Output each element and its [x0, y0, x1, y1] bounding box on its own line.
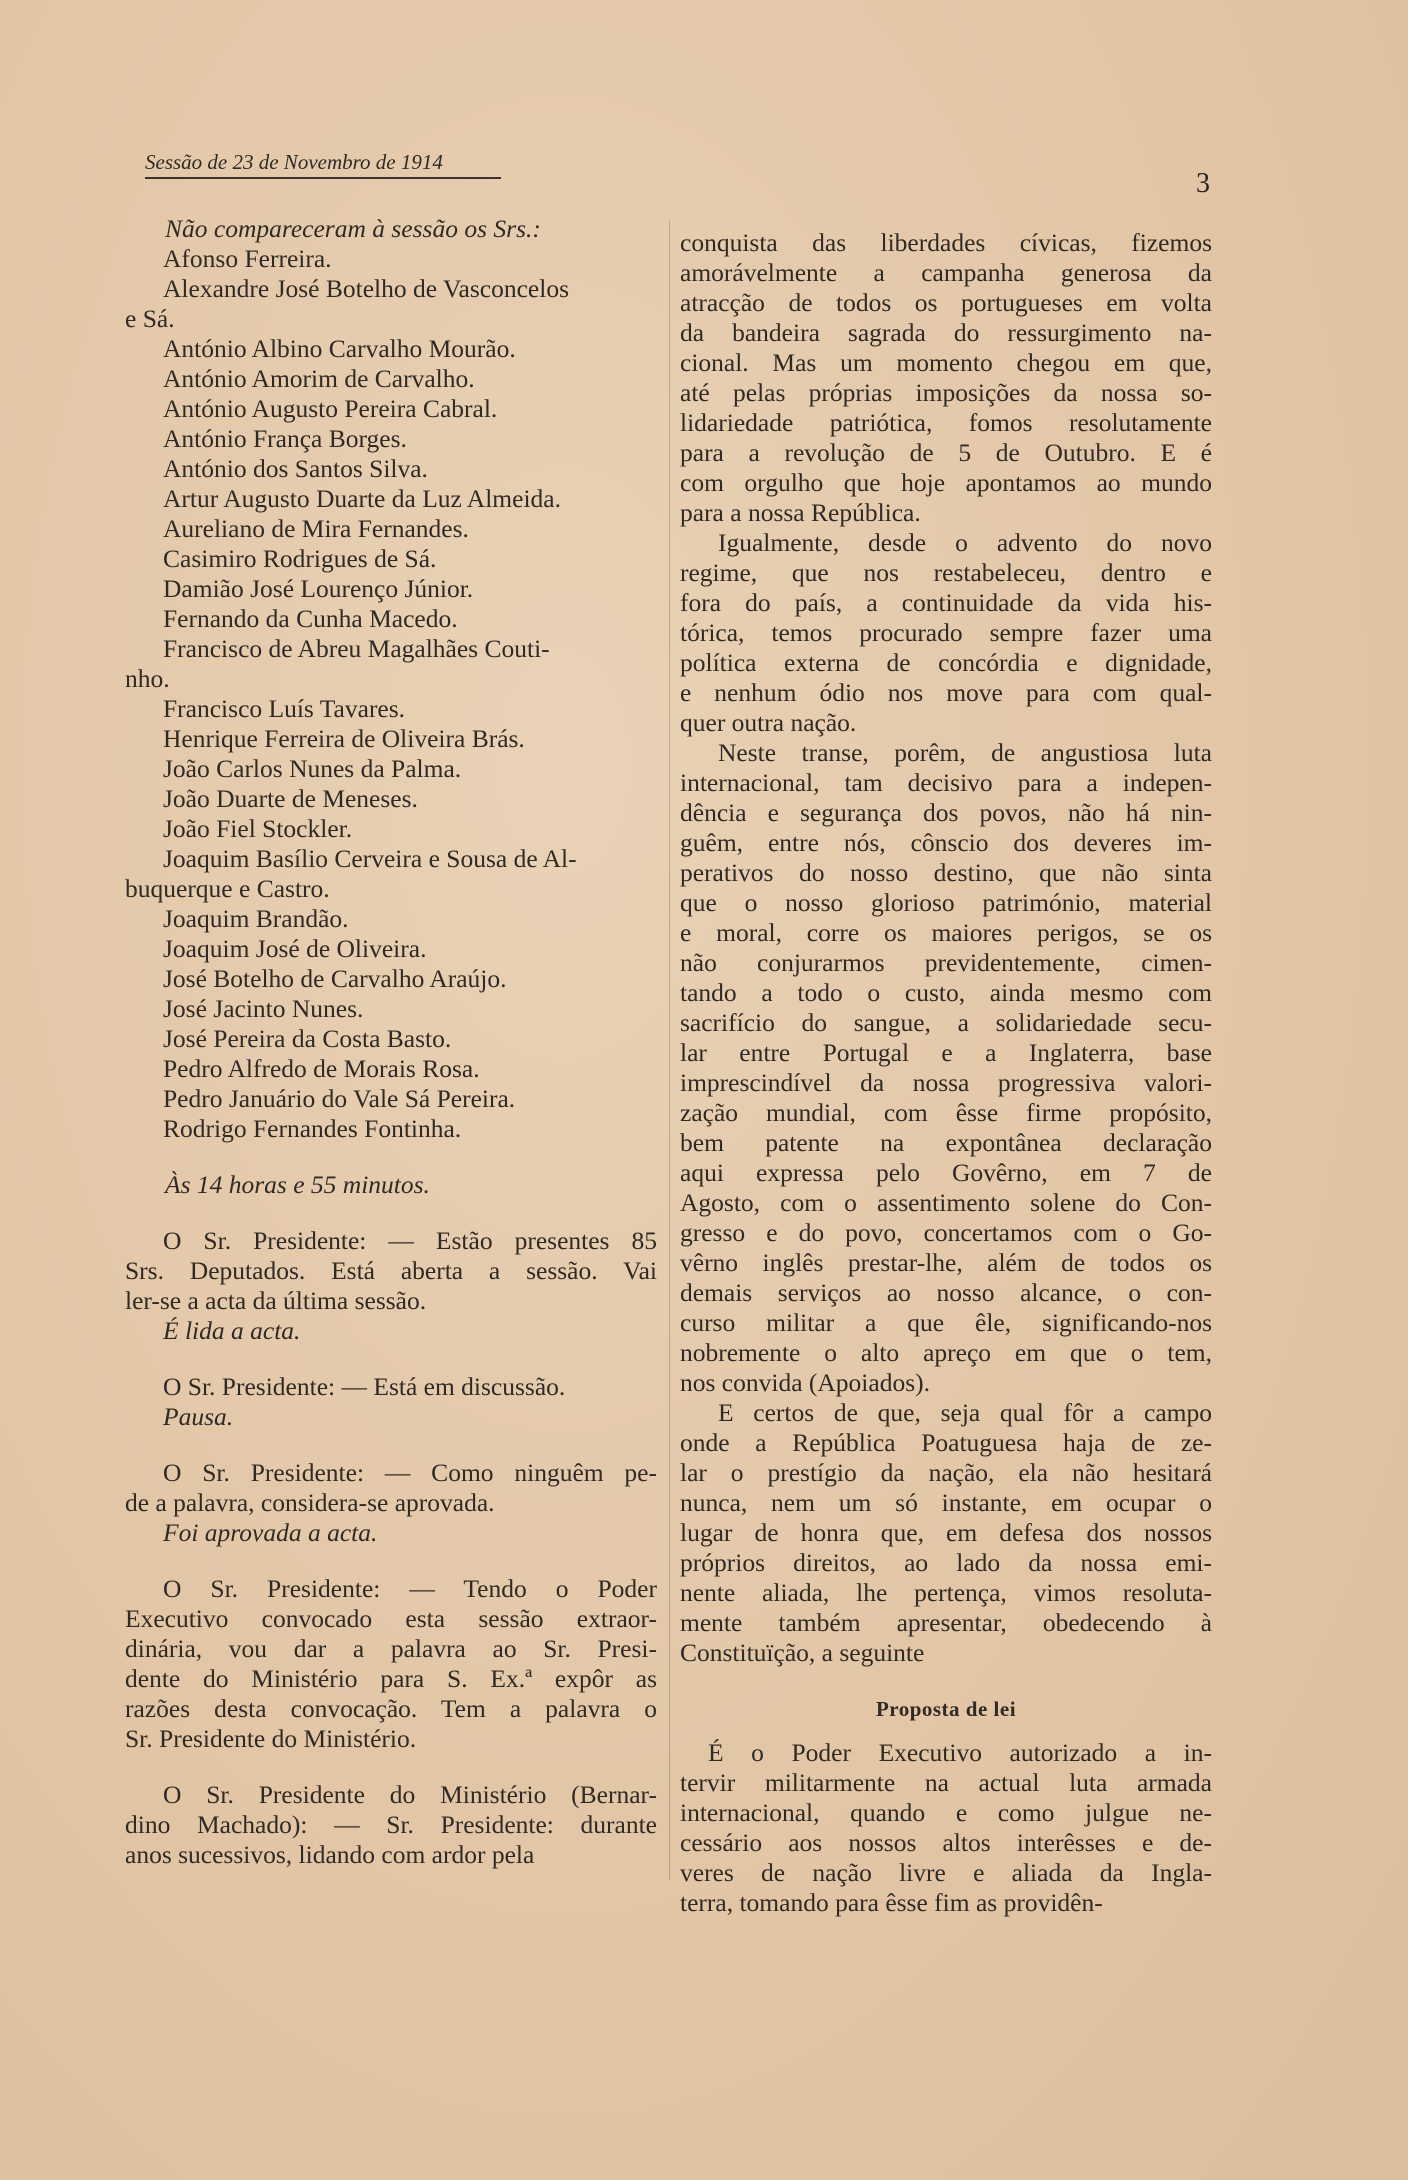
para4-line: lugar de honra que, em defesa dos nossos [680, 1518, 1212, 1547]
para1-line: até pelas próprias imposições da nossa so- [680, 378, 1212, 407]
para3-line: perativos do nosso destino, que não sinta [680, 858, 1212, 887]
proposal-heading: Proposta de lei [875, 1697, 1017, 1721]
absent-list-line: Joaquim Basílio Cerveira e Sousa de Al- [163, 844, 577, 873]
para4-line: mente também apresentar, obedecendo à [680, 1608, 1212, 1637]
para3-line: demais serviços ao nosso alcance, o con- [680, 1278, 1212, 1307]
paragraph-presidente-ministerio [125, 1780, 657, 1870]
proposal-line: veres de nação livre e aliada da Ingla- [680, 1858, 1212, 1887]
para3-line: sacrifício do sangue, a solidariedade secu- [680, 1008, 1212, 1037]
para3-line: tando a todo o custo, ainda mesmo com [680, 978, 1212, 1007]
para2-line: Igualmente, desde o advento do novo [718, 528, 1212, 557]
absent-list-line: Henrique Ferreira de Oliveira Brás. [163, 724, 525, 753]
para2-line: quer outra nação. [680, 708, 857, 737]
proposal-line: tervir militarmente na actual luta armada [680, 1768, 1212, 1797]
speech-paragraph-4 [680, 1398, 1212, 1668]
para3-line: nobremente o alto apreço em que o tem, [680, 1338, 1212, 1367]
note-pause: Pausa. [163, 1402, 234, 1431]
speech-paragraph-1 [680, 228, 1212, 528]
para3-line: Agosto, com o assentimento solene do Con- [680, 1188, 1212, 1217]
para3-line: lar entre Portugal e a Inglaterra, base [680, 1038, 1212, 1067]
para3-line: Neste transe, porêm, de angustiosa luta [718, 738, 1212, 767]
absent-list-line: Damião José Lourenço Júnior. [163, 574, 474, 603]
para3-line: guêm, entre nós, cônscio dos deveres im- [680, 828, 1212, 857]
para2-line: e nenhum ódio nos move para com qual- [680, 678, 1212, 707]
proposal-line: internacional, quando e como julgue ne- [680, 1798, 1212, 1827]
absent-list-line: Francisco Luís Tavares. [163, 694, 406, 723]
para2-line: tórica, temos procurado sempre fazer uma [680, 618, 1212, 647]
para3-line: dência e segurança dos povos, não há nin- [680, 798, 1212, 827]
para1-line: cional. Mas um momento chegou em que, [680, 348, 1212, 377]
absent-list-line: António dos Santos Silva. [163, 454, 428, 483]
p4-line: dente do Ministério para S. Ex.ª expôr as [125, 1664, 657, 1693]
absent-list-line: Francisco de Abreu Magalhães Couti- [163, 634, 550, 663]
absent-list-line: José Botelho de Carvalho Araújo. [163, 964, 507, 993]
para1-line: conquista das liberdades cívicas, fizemos [680, 228, 1212, 257]
p4-line: Sr. Presidente do Ministério. [125, 1724, 417, 1753]
absent-list-line: nho. [125, 664, 170, 693]
para4-line: E certos de que, seja qual fôr a campo [718, 1398, 1212, 1427]
absent-list-line: Joaquim José de Oliveira. [163, 934, 427, 963]
absent-list-line: João Carlos Nunes da Palma. [163, 754, 462, 783]
para3-line: zação mundial, com êsse firme propósito, [680, 1098, 1212, 1127]
para3-line: e moral, corre os maiores perigos, se os [680, 918, 1212, 947]
para3-line: bem patente na expontânea declaração [680, 1128, 1212, 1157]
absent-list-line: Afonso Ferreira. [163, 244, 332, 273]
column-divider [669, 220, 670, 1880]
para1-line: para a nossa República. [680, 498, 921, 527]
proposal-line: É o Poder Executivo autorizado a in- [708, 1738, 1212, 1767]
para3-line: vêrno inglês prestar-lhe, além de todos os [680, 1248, 1212, 1277]
para4-line: nunca, nem um só instante, em ocupar o [680, 1488, 1212, 1517]
para4-line: nente aliada, lhe pertença, vimos resoluta- [680, 1578, 1212, 1607]
absent-list-line: José Pereira da Costa Basto. [163, 1024, 452, 1053]
para4-line: Constituïção, a seguinte [680, 1638, 925, 1667]
speech-paragraph-3 [680, 738, 1212, 1398]
paragraph-presidente-2: O Sr. Presidente: — Está em discussão. [163, 1372, 566, 1401]
para4-line: próprios direitos, ao lado da nossa emi- [680, 1548, 1212, 1577]
para3-line: internacional, tam decisivo para a indepen- [680, 768, 1212, 797]
absent-list-line: António Amorim de Carvalho. [163, 364, 475, 393]
p1-line: Srs. Deputados. Está aberta a sessão. Vai [125, 1256, 657, 1285]
absent-list-line: José Jacinto Nunes. [163, 994, 364, 1023]
p5-line: dino Machado): — Sr. Presidente: durante [125, 1810, 657, 1839]
para2-line: regime, que nos restabeleceu, dentro e [680, 558, 1212, 587]
right-column [680, 228, 1212, 1918]
absent-list-line: Pedro Januário do Vale Sá Pereira. [163, 1084, 516, 1113]
speech-paragraph-2 [680, 528, 1212, 738]
absent-list-line: e Sá. [125, 304, 175, 333]
absent-list-line: Joaquim Brandão. [163, 904, 349, 933]
para1-line: atracção de todos os portugueses em volta [680, 288, 1212, 317]
para3-line: que o nosso glorioso património, material [680, 888, 1212, 917]
para1-line: da bandeira sagrada do ressurgimento na- [680, 318, 1212, 347]
absent-list-line: Rodrigo Fernandes Fontinha. [163, 1114, 462, 1143]
running-header: Sessão de 23 de Novembro de 1914 [145, 150, 443, 174]
header-rule [145, 177, 501, 179]
note-acta-approved: Foi aprovada a acta. [163, 1518, 378, 1547]
absent-list-line: João Fiel Stockler. [163, 814, 353, 843]
paragraph-presidente-4 [125, 1574, 657, 1754]
absent-list-line: Fernando da Cunha Macedo. [163, 604, 458, 633]
para3-line: imprescindível da nossa progressiva valori- [680, 1068, 1212, 1097]
absent-list-line: António Albino Carvalho Mourão. [163, 334, 516, 363]
p1-line: ler-se a acta da última sessão. [125, 1286, 427, 1315]
paragraph-presidente-3 [125, 1458, 657, 1518]
para1-line: para a revolução de 5 de Outubro. E é [680, 438, 1212, 467]
para2-line: política externa de concórdia e dignidade, [680, 648, 1212, 677]
absent-list-line: João Duarte de Meneses. [163, 784, 418, 813]
proposal-text [680, 1738, 1212, 1918]
absent-list [125, 244, 657, 1144]
para3-line: nos convida (Apoiados). [680, 1368, 930, 1397]
page-number: 3 [1196, 168, 1210, 199]
para1-line: com orgulho que hoje apontamos ao mundo [680, 468, 1212, 497]
absent-list-line: António Augusto Pereira Cabral. [163, 394, 498, 423]
absent-list-line: Artur Augusto Duarte da Luz Almeida. [163, 484, 561, 513]
absent-heading: Não compareceram à sessão os Srs.: [165, 214, 541, 243]
p3-line: O Sr. Presidente: — Como ninguêm pe- [163, 1458, 657, 1487]
proposal-line: cessário aos nossos altos interêsses e de- [680, 1828, 1212, 1857]
para2-line: fora do país, a continuidade da vida his- [680, 588, 1212, 617]
note-acta-read: É lida a acta. [163, 1316, 301, 1345]
absent-list-line: Casimiro Rodrigues de Sá. [163, 544, 437, 573]
absent-list-line: Alexandre José Botelho de Vasconcelos [163, 274, 570, 303]
proposal-line: terra, tomando para êsse fim as providên- [680, 1888, 1103, 1917]
p1-line: O Sr. Presidente: — Estão presentes 85 [163, 1226, 657, 1255]
p4-line: dinária, vou dar a palavra ao Sr. Presi- [125, 1634, 657, 1663]
p4-line: Executivo convocado esta sessão extraor- [125, 1604, 657, 1633]
para3-line: curso militar a que êle, significando-nos [680, 1308, 1212, 1337]
absent-list-line: buquerque e Castro. [125, 874, 330, 903]
left-column [125, 214, 657, 1870]
para3-line: não conjurarmos previdentemente, cimen- [680, 948, 1212, 977]
para3-line: aqui expressa pelo Govêrno, em 7 de [680, 1158, 1212, 1187]
para3-line: gresso e do povo, concertamos com o Go- [680, 1218, 1212, 1247]
absent-list-line: Aureliano de Mira Fernandes. [163, 514, 469, 543]
p5-line: anos sucessivos, lidando com ardor pela [125, 1840, 535, 1869]
absent-list-line: António França Borges. [163, 424, 407, 453]
para1-line: lidariedade patriótica, fomos resolutamente [680, 408, 1212, 437]
paragraph-presidente-1 [125, 1226, 657, 1316]
p4-line: O Sr. Presidente: — Tendo o Poder [163, 1574, 657, 1603]
p3-line: de a palavra, considera-se aprovada. [125, 1488, 495, 1517]
absent-list-line: Pedro Alfredo de Morais Rosa. [163, 1054, 480, 1083]
time-note: Às 14 horas e 55 minutos. [165, 1170, 430, 1199]
p4-line: razões desta convocação. Tem a palavra o [125, 1694, 657, 1723]
para4-line: onde a República Poatuguesa haja de ze- [680, 1428, 1212, 1457]
para1-line: amorávelmente a campanha generosa da [680, 258, 1212, 287]
p5-line: O Sr. Presidente do Ministério (Bernar- [163, 1780, 657, 1809]
para4-line: lar o prestígio da nação, ela não hesitará [680, 1458, 1212, 1487]
